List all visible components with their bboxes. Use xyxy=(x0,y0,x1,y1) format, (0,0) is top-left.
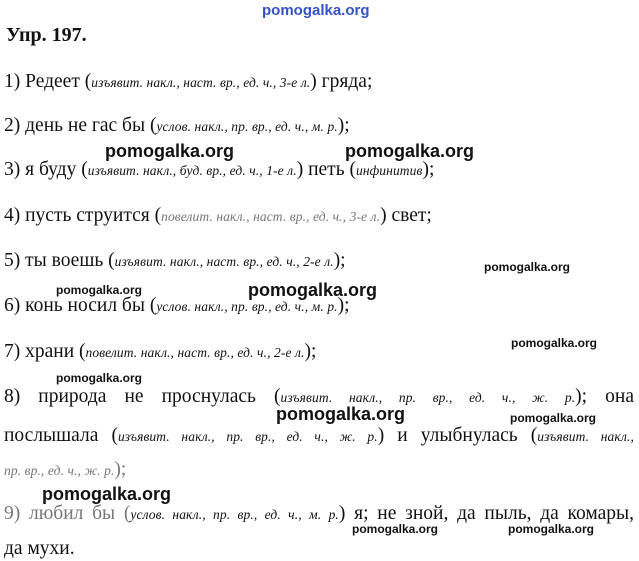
answer-line-4: 4) пусть струится (повелит. накл., наст. вр., ед. ч., 3-е л.) свет; xyxy=(4,205,432,226)
watermark: pomogalka.org xyxy=(510,411,597,425)
answer-line-9a: 9) любил бы (услов. накл., пр. вр., ед. ч., м. р.) я; не зной, да пыль, да комары, xyxy=(4,503,634,524)
watermark: pomogalka.org xyxy=(276,404,406,424)
watermark-top: pomogalka.org xyxy=(262,2,370,19)
watermark: pomogalka.org xyxy=(484,260,571,274)
answer-line-8c: пр. вр., ед. ч., ж. р.); xyxy=(4,459,127,480)
answer-line-7: 7) храни (повелит. накл., наст. вр., ед. ч., 2-е л.); xyxy=(4,341,317,362)
watermark: pomogalka.org xyxy=(352,522,439,536)
watermark: pomogalka.org xyxy=(105,141,235,161)
answer-line-6: 6) конь носил бы (услов. накл., пр. вр., ед. ч., м. р.); xyxy=(4,295,350,316)
watermark: pomogalka.org xyxy=(56,283,143,297)
watermark: pomogalka.org xyxy=(345,141,475,161)
watermark: pomogalka.org xyxy=(248,280,378,300)
answer-line-8b: послышала (изъявит. накл., пр. вр., ед. ч., ж. р.) и улыбнулась (изъявит. накл., xyxy=(4,425,634,446)
answer-line-2: 2) день не гас бы (услов. накл., пр. вр., ед. ч., м. р.); xyxy=(4,115,350,136)
answer-line-9b: да мухи. xyxy=(4,538,75,559)
answer-line-8a: 8) природа не проснулась (изъявит. накл., пр. вр., ед. ч., ж. р.); она xyxy=(4,386,634,407)
watermark: pomogalka.org xyxy=(42,484,172,504)
answer-line-1: 1) Редеет (изъявит. накл., наст. вр., ед. ч., 3-е л.) гряда; xyxy=(4,71,373,92)
watermark: pomogalka.org xyxy=(508,522,595,536)
answer-line-3: 3) я буду (изъявит. накл., буд. вр., ед. ч., 1-е л.) петь (инфинитив); xyxy=(4,159,435,180)
answer-line-5: 5) ты воешь (изъявит. накл., наст. вр., ед. ч., 2-е л.); xyxy=(4,250,346,271)
watermark: pomogalka.org xyxy=(511,336,598,350)
watermark: pomogalka.org xyxy=(56,371,143,385)
exercise-title: Упр. 197. xyxy=(6,24,87,46)
